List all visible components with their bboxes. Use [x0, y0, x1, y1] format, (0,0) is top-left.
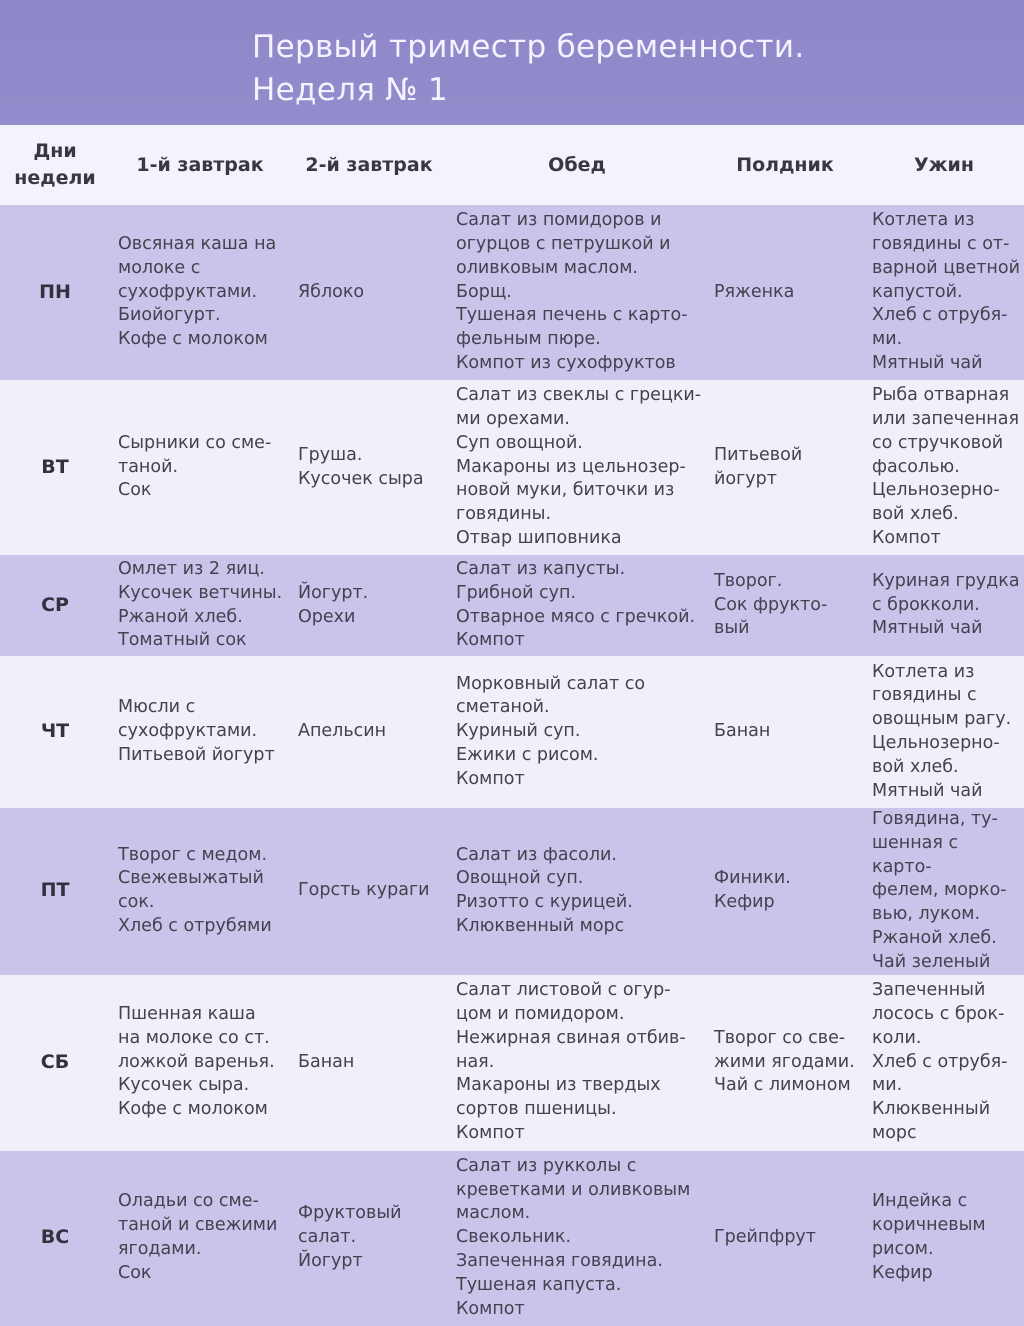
day-cell: ПН	[0, 205, 110, 380]
dinner-cell: Куриная грудка с брокколи. Мятный чай	[864, 555, 1024, 656]
day-cell: ВС	[0, 1151, 110, 1326]
breakfast-2-cell: Фруктовый салат. Йогурт	[290, 1151, 448, 1326]
table-row	[0, 380, 1024, 555]
lunch-cell: Морковный салат со сметаной. Куриный суп. Ежики с рисом. Компот	[448, 656, 706, 808]
day-cell: СР	[0, 555, 110, 656]
dinner-cell: Индейка с коричневым рисом. Кефир	[864, 1151, 1024, 1326]
title-line-1: Первый триместр беременности.	[252, 29, 805, 65]
table-row	[0, 205, 1024, 380]
lunch-cell: Салат из свеклы с грецки- ми орехами. Суп овощной. Макароны из цельнозер- новой муки, биточки из говядины. Отвар шиповника	[448, 380, 706, 555]
breakfast-2-cell: Яблоко	[290, 205, 448, 380]
header-lunch: Обед	[448, 125, 706, 205]
breakfast-1-cell: Мюсли с сухофруктами. Питьевой йогурт	[110, 656, 290, 808]
breakfast-2-cell: Йогурт. Орехи	[290, 555, 448, 656]
dinner-cell: Запеченный лосось с брок- коли. Хлеб с отрубя- ми. Клюквенный морс	[864, 975, 1024, 1151]
meal-plan-table	[0, 125, 1024, 1326]
lunch-cell: Салат листовой с огур- цом и помидором. Нежирная свиная отбив- ная. Макароны из твердых сортов пшеницы. Компот	[448, 975, 706, 1151]
page-title	[252, 26, 805, 112]
breakfast-2-cell: Банан	[290, 975, 448, 1151]
header-dinner: Ужин	[864, 125, 1024, 205]
lunch-cell: Салат из капусты. Грибной суп. Отварное мясо с гречкой. Компот	[448, 555, 706, 656]
breakfast-1-cell: Пшенная каша на молоке со ст. ложкой варенья. Кусочек сыра. Кофе с молоком	[110, 975, 290, 1151]
header-day: Дни недели	[0, 125, 110, 205]
breakfast-1-cell: Творог с медом. Свежевыжатый сок. Хлеб с отрубями	[110, 808, 290, 975]
lunch-cell: Салат из рукколы с креветками и оливковым маслом. Свекольник. Запеченная говядина. Тушеная капуста. Компот	[448, 1151, 706, 1326]
day-cell: ВТ	[0, 380, 110, 555]
breakfast-2-cell: Апельсин	[290, 656, 448, 808]
day-cell: ПТ	[0, 808, 110, 975]
header-breakfast-2: 2-й завтрак	[290, 125, 448, 205]
title-banner	[0, 0, 1024, 125]
snack-cell: Ряженка	[706, 205, 864, 380]
breakfast-1-cell: Оладьи со сме- таной и свежими ягодами. Сок	[110, 1151, 290, 1326]
snack-cell: Питьевой йогурт	[706, 380, 864, 555]
dinner-cell: Рыба отварная или запеченная со стручковой фасолью. Цельнозерно- вой хлеб. Компот	[864, 380, 1024, 555]
title-line-2: Неделя № 1	[252, 72, 449, 108]
breakfast-1-cell: Овсяная каша на молоке с сухофруктами. Биойогурт. Кофе с молоком	[110, 205, 290, 380]
dinner-cell: Говядина, ту- шенная с карто- фелем, морко- вью, луком. Ржаной хлеб. Чай зеленый	[864, 808, 1024, 975]
table-row	[0, 975, 1024, 1151]
snack-cell: Финики. Кефир	[706, 808, 864, 975]
snack-cell: Банан	[706, 656, 864, 808]
snack-cell: Грейпфрут	[706, 1151, 864, 1326]
breakfast-2-cell: Горсть кураги	[290, 808, 448, 975]
dinner-cell: Котлета из говядины с от- варной цветной капустой. Хлеб с отрубя- ми. Мятный чай	[864, 205, 1024, 380]
table-row	[0, 656, 1024, 808]
dinner-cell: Котлета из говядины с овощным рагу. Цельнозерно- вой хлеб. Мятный чай	[864, 656, 1024, 808]
breakfast-1-cell: Омлет из 2 яиц. Кусочек ветчины. Ржаной хлеб. Томатный сок	[110, 555, 290, 656]
header-row	[0, 125, 1024, 205]
snack-cell: Творог. Сок фрукто- вый	[706, 555, 864, 656]
day-cell: СБ	[0, 975, 110, 1151]
header-snack: Полдник	[706, 125, 864, 205]
day-cell: ЧТ	[0, 656, 110, 808]
snack-cell: Творог со све- жими ягодами. Чай с лимоном	[706, 975, 864, 1151]
header-breakfast-1: 1-й завтрак	[110, 125, 290, 205]
breakfast-2-cell: Груша. Кусочек сыра	[290, 380, 448, 555]
lunch-cell: Салат из помидоров и огурцов с петрушкой и оливковым маслом. Борщ. Тушеная печень с карто- фельным пюре. Компот из сухофруктов	[448, 205, 706, 380]
table-row	[0, 1151, 1024, 1326]
breakfast-1-cell: Сырники со сме- таной. Сок	[110, 380, 290, 555]
table-row	[0, 808, 1024, 975]
table-row	[0, 555, 1024, 656]
lunch-cell: Салат из фасоли. Овощной суп. Ризотто с курицей. Клюквенный морс	[448, 808, 706, 975]
